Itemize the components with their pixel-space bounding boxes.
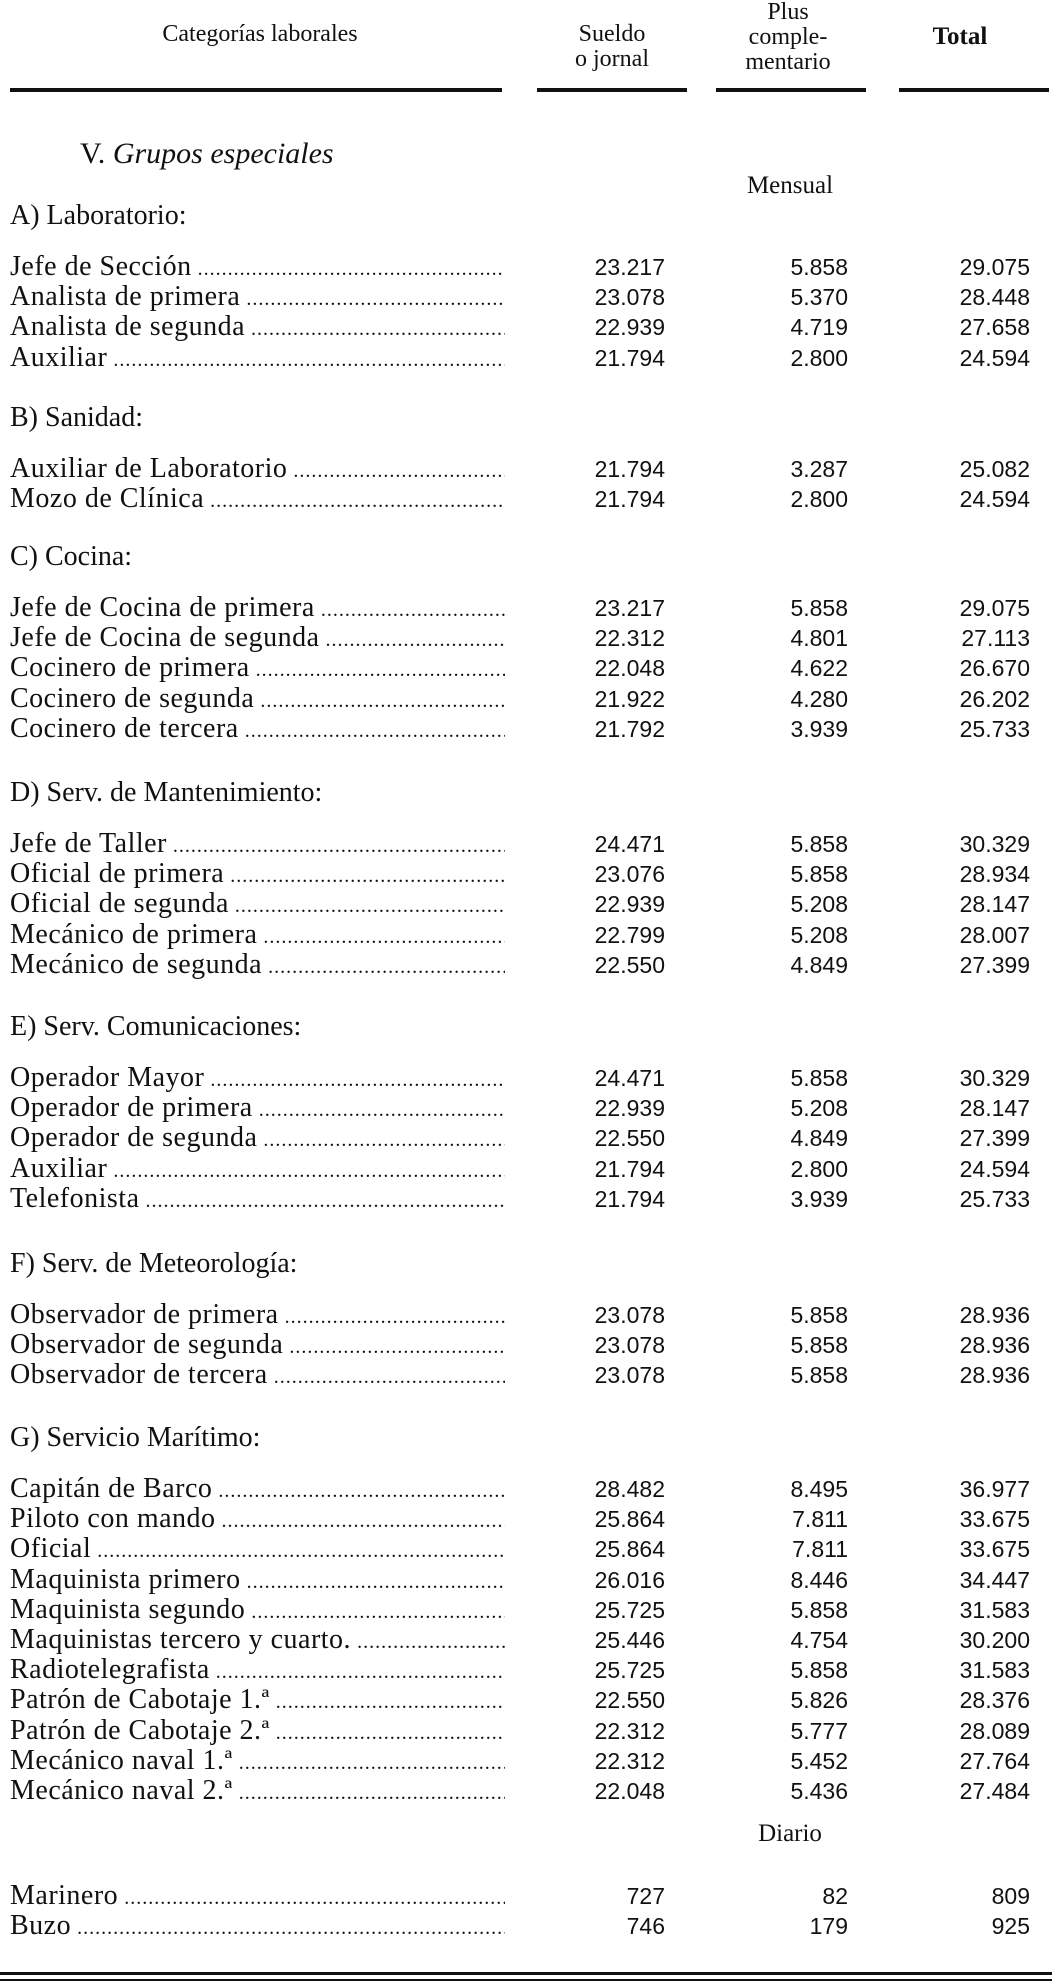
plus-value: 4.801	[790, 625, 848, 652]
table-row	[10, 1565, 1050, 1595]
total-value: 34.447	[959, 1566, 1030, 1593]
total-value: 28.936	[959, 1332, 1030, 1359]
plus-value: 4.849	[790, 951, 848, 978]
total-value: 27.484	[959, 1778, 1030, 1804]
sueldo-value: 23.078	[594, 1362, 665, 1389]
category-label: Marinero .....	[10, 1881, 505, 1913]
category-label: Auxiliar .....	[10, 1154, 505, 1186]
total-value: 28.936	[959, 1362, 1030, 1389]
table-row	[10, 1625, 1050, 1655]
plus-value: 8.495	[790, 1476, 848, 1502]
sueldo-value: 21.794	[594, 344, 665, 371]
plus-value: 5.858	[790, 1065, 848, 1091]
section-title: F) Serv. de Meteorología:	[10, 1248, 298, 1279]
sueldo-value: 23.217	[594, 254, 665, 280]
bottom-rule	[0, 1972, 1052, 1975]
category-label: Telefonista .....	[10, 1184, 505, 1216]
total-value: 28.089	[959, 1717, 1030, 1744]
category-label: Analista de primera .....	[10, 282, 505, 314]
total-value: 28.147	[959, 891, 1030, 918]
total-value: 33.675	[959, 1506, 1030, 1533]
table-row	[10, 1716, 1050, 1746]
table-row	[10, 950, 1050, 980]
table-row	[10, 920, 1050, 950]
plus-value: 5.208	[790, 921, 848, 948]
table-row	[10, 684, 1050, 714]
table-row	[10, 1063, 1050, 1093]
sueldo-value: 25.864	[594, 1506, 665, 1533]
plus-value: 5.858	[790, 831, 848, 857]
sueldo-value: 23.217	[594, 595, 665, 621]
table-row	[10, 343, 1050, 373]
plus-value: 5.858	[790, 595, 848, 621]
section-title: B) Sanidad:	[10, 402, 143, 433]
sueldo-value: 22.550	[594, 951, 665, 978]
category-label: Mecánico naval 1.ª .....	[10, 1746, 505, 1778]
category-label: Mecánico naval 2.ª .....	[10, 1776, 505, 1808]
total-value: 30.200	[959, 1627, 1030, 1653]
total-value: 27.113	[961, 625, 1030, 652]
header-rule	[10, 88, 502, 92]
table-row	[10, 1881, 1050, 1911]
sueldo-value: 727	[626, 1883, 665, 1909]
plus-value: 5.858	[790, 861, 848, 888]
category-label: Oficial .....	[10, 1534, 505, 1566]
table-row	[10, 1330, 1050, 1360]
table-row	[10, 282, 1050, 312]
group-title-text: Grupos especiales	[112, 137, 334, 170]
category-label: Analista de segunda .....	[10, 312, 505, 344]
table-row	[10, 653, 1050, 683]
plus-value: 5.858	[790, 1302, 848, 1328]
plus-value: 5.858	[790, 1657, 848, 1684]
header-sueldo: Sueldo o jornal	[575, 21, 649, 72]
plus-value: 5.858	[790, 254, 848, 280]
header-rule	[537, 88, 687, 92]
group-title	[80, 137, 334, 171]
category-label: Operador Mayor .....	[10, 1063, 505, 1095]
category-label: Piloto con mando .....	[10, 1504, 505, 1536]
sueldo-value: 23.078	[594, 1302, 665, 1328]
table-row	[10, 593, 1050, 623]
plus-value: 5.858	[790, 1332, 848, 1359]
sueldo-value: 28.482	[594, 1476, 665, 1502]
header-total: Total	[932, 23, 988, 50]
total-value: 28.147	[959, 1095, 1030, 1122]
plus-value: 5.208	[790, 1095, 848, 1122]
plus-value: 2.800	[790, 1155, 848, 1182]
total-value: 27.399	[959, 1125, 1030, 1152]
total-value: 24.594	[959, 1155, 1030, 1182]
category-label: Maquinistas tercero y cuarto. .....	[10, 1625, 505, 1657]
plus-value: 3.939	[790, 1185, 848, 1212]
category-label: Jefe de Taller .....	[10, 829, 505, 861]
plus-value: 3.939	[790, 715, 848, 742]
plus-value: 5.777	[790, 1717, 848, 1744]
header-categorias: Categorías laborales	[162, 21, 358, 47]
plus-value: 82	[822, 1883, 848, 1909]
sueldo-value: 22.550	[594, 1125, 665, 1152]
sueldo-value: 22.939	[594, 891, 665, 918]
table-row	[10, 1504, 1050, 1534]
table-row	[10, 889, 1050, 919]
section-title: A) Laboratorio:	[10, 200, 187, 231]
category-label: Maquinista primero .....	[10, 1565, 505, 1597]
sueldo-value: 21.922	[594, 685, 665, 712]
table-row	[10, 1123, 1050, 1153]
category-label: Capitán de Barco .....	[10, 1474, 505, 1506]
sueldo-value: 22.312	[594, 1747, 665, 1774]
sueldo-value: 24.471	[594, 1065, 665, 1091]
plus-value: 4.754	[790, 1627, 848, 1653]
plus-value: 2.800	[790, 344, 848, 371]
total-value: 30.329	[959, 1065, 1030, 1091]
sueldo-value: 746	[626, 1913, 665, 1940]
sueldo-value: 22.048	[594, 655, 665, 682]
total-value: 30.329	[959, 831, 1030, 857]
category-label: Maquinista segundo .....	[10, 1595, 505, 1627]
total-value: 26.202	[959, 685, 1030, 712]
group-numeral: V.	[80, 137, 106, 170]
plus-value: 4.719	[790, 314, 848, 341]
category-label: Patrón de Cabotaje 2.ª .....	[10, 1716, 505, 1748]
total-value: 28.007	[959, 921, 1030, 948]
sueldo-value: 23.078	[594, 284, 665, 311]
category-label: Mecánico de primera .....	[10, 920, 505, 952]
table-row	[10, 1474, 1050, 1504]
total-value: 24.594	[959, 344, 1030, 371]
total-value: 28.936	[959, 1302, 1030, 1328]
plus-value: 5.858	[790, 1596, 848, 1623]
plus-value: 5.826	[790, 1687, 848, 1714]
plus-value: 5.436	[790, 1778, 848, 1804]
total-value: 31.583	[959, 1596, 1030, 1623]
table-row	[10, 1655, 1050, 1685]
total-value: 28.448	[959, 284, 1030, 311]
total-value: 27.399	[959, 951, 1030, 978]
total-value: 25.082	[959, 456, 1030, 482]
category-label: Observador de segunda .....	[10, 1330, 505, 1362]
sueldo-value: 22.312	[594, 625, 665, 652]
header-plus: Plus comple- mentario	[745, 0, 831, 75]
header-rule	[716, 88, 866, 92]
unit-diario: Diario	[758, 1820, 822, 1847]
section-title: E) Serv. Comunicaciones:	[10, 1011, 302, 1042]
category-label: Cocinero de tercera .....	[10, 714, 505, 746]
plus-value: 5.858	[790, 1362, 848, 1389]
category-label: Oficial de primera .....	[10, 859, 505, 891]
total-value: 31.583	[959, 1657, 1030, 1684]
table-row	[10, 829, 1050, 859]
table-row	[10, 1685, 1050, 1715]
category-label: Observador de tercera .....	[10, 1360, 505, 1392]
plus-value: 5.452	[790, 1747, 848, 1774]
category-label: Operador de segunda .....	[10, 1123, 505, 1155]
category-label: Buzo .....	[10, 1911, 505, 1943]
table-row	[10, 1776, 1050, 1806]
total-value: 28.934	[959, 861, 1030, 888]
plus-value: 3.287	[790, 456, 848, 482]
table-row	[10, 1184, 1050, 1214]
header-rule	[899, 88, 1049, 92]
category-label: Auxiliar de Laboratorio .....	[10, 454, 505, 486]
table-row	[10, 714, 1050, 744]
plus-value: 2.800	[790, 486, 848, 513]
total-value: 28.376	[959, 1687, 1030, 1714]
sueldo-value: 22.939	[594, 314, 665, 341]
plus-value: 4.280	[790, 685, 848, 712]
table-row	[10, 454, 1050, 484]
category-label: Cocinero de segunda .....	[10, 684, 505, 716]
plus-value: 179	[809, 1913, 848, 1940]
total-value: 25.733	[959, 715, 1030, 742]
category-label: Patrón de Cabotaje 1.ª .....	[10, 1685, 505, 1717]
category-label: Operador de primera .....	[10, 1093, 505, 1125]
sueldo-value: 22.939	[594, 1095, 665, 1122]
sueldo-value: 22.799	[594, 921, 665, 948]
plus-value: 7.811	[792, 1536, 848, 1563]
table-row	[10, 484, 1050, 514]
total-value: 25.733	[959, 1185, 1030, 1212]
category-label: Jefe de Cocina de primera .....	[10, 593, 505, 625]
sueldo-value: 22.312	[594, 1717, 665, 1744]
sueldo-value: 21.794	[594, 456, 665, 482]
plus-value: 8.446	[790, 1566, 848, 1593]
category-label: Jefe de Sección .....	[10, 252, 505, 284]
total-value: 925	[991, 1913, 1030, 1940]
sueldo-value: 22.048	[594, 1778, 665, 1804]
table-row	[10, 1300, 1050, 1330]
total-value: 24.594	[959, 486, 1030, 513]
category-label: Oficial de segunda .....	[10, 889, 505, 921]
section-title: C) Cocina:	[10, 541, 133, 572]
total-value: 36.977	[959, 1476, 1030, 1502]
sueldo-value: 23.078	[594, 1332, 665, 1359]
category-label: Observador de primera .....	[10, 1300, 505, 1332]
sueldo-value: 26.016	[594, 1566, 665, 1593]
category-label: Mozo de Clínica .....	[10, 484, 505, 516]
section-title: D) Serv. de Mantenimiento:	[10, 777, 323, 808]
table-row	[10, 1360, 1050, 1390]
sueldo-value: 25.446	[594, 1627, 665, 1653]
table-row	[10, 1154, 1050, 1184]
table-row	[10, 312, 1050, 342]
bottom-rule	[0, 1979, 1052, 1981]
plus-value: 4.849	[790, 1125, 848, 1152]
plus-value: 5.208	[790, 891, 848, 918]
unit-mensual: Mensual	[746, 172, 834, 199]
sueldo-value: 25.725	[594, 1596, 665, 1623]
category-label: Jefe de Cocina de segunda .....	[10, 623, 505, 655]
table-row	[10, 1534, 1050, 1564]
table-row	[10, 252, 1050, 282]
sueldo-value: 23.076	[594, 861, 665, 888]
sueldo-value: 21.792	[594, 715, 665, 742]
plus-value: 4.622	[790, 655, 848, 682]
sueldo-value: 25.725	[594, 1657, 665, 1684]
category-label: Auxiliar .....	[10, 343, 505, 375]
sueldo-value: 21.794	[594, 1185, 665, 1212]
sueldo-value: 21.794	[594, 486, 665, 513]
plus-value: 7.811	[792, 1506, 848, 1533]
table-row	[10, 1595, 1050, 1625]
total-value: 27.658	[959, 314, 1030, 341]
table-row	[10, 859, 1050, 889]
total-value: 26.670	[959, 655, 1030, 682]
total-value: 27.764	[959, 1747, 1030, 1774]
sueldo-value: 25.864	[594, 1536, 665, 1563]
table-row	[10, 1746, 1050, 1776]
section-title: G) Servicio Marítimo:	[10, 1422, 261, 1453]
sueldo-value: 24.471	[594, 831, 665, 857]
total-value: 29.075	[959, 254, 1030, 280]
sueldo-value: 21.794	[594, 1155, 665, 1182]
table-row	[10, 1911, 1050, 1941]
category-label: Mecánico de segunda .....	[10, 950, 505, 982]
table-row	[10, 1093, 1050, 1123]
category-label: Radiotelegrafista .....	[10, 1655, 505, 1687]
total-value: 33.675	[959, 1536, 1030, 1563]
total-value: 29.075	[959, 595, 1030, 621]
table-row	[10, 623, 1050, 653]
plus-value: 5.370	[790, 284, 848, 311]
total-value: 809	[991, 1883, 1030, 1909]
category-label: Cocinero de primera .....	[10, 653, 505, 685]
sueldo-value: 22.550	[594, 1687, 665, 1714]
